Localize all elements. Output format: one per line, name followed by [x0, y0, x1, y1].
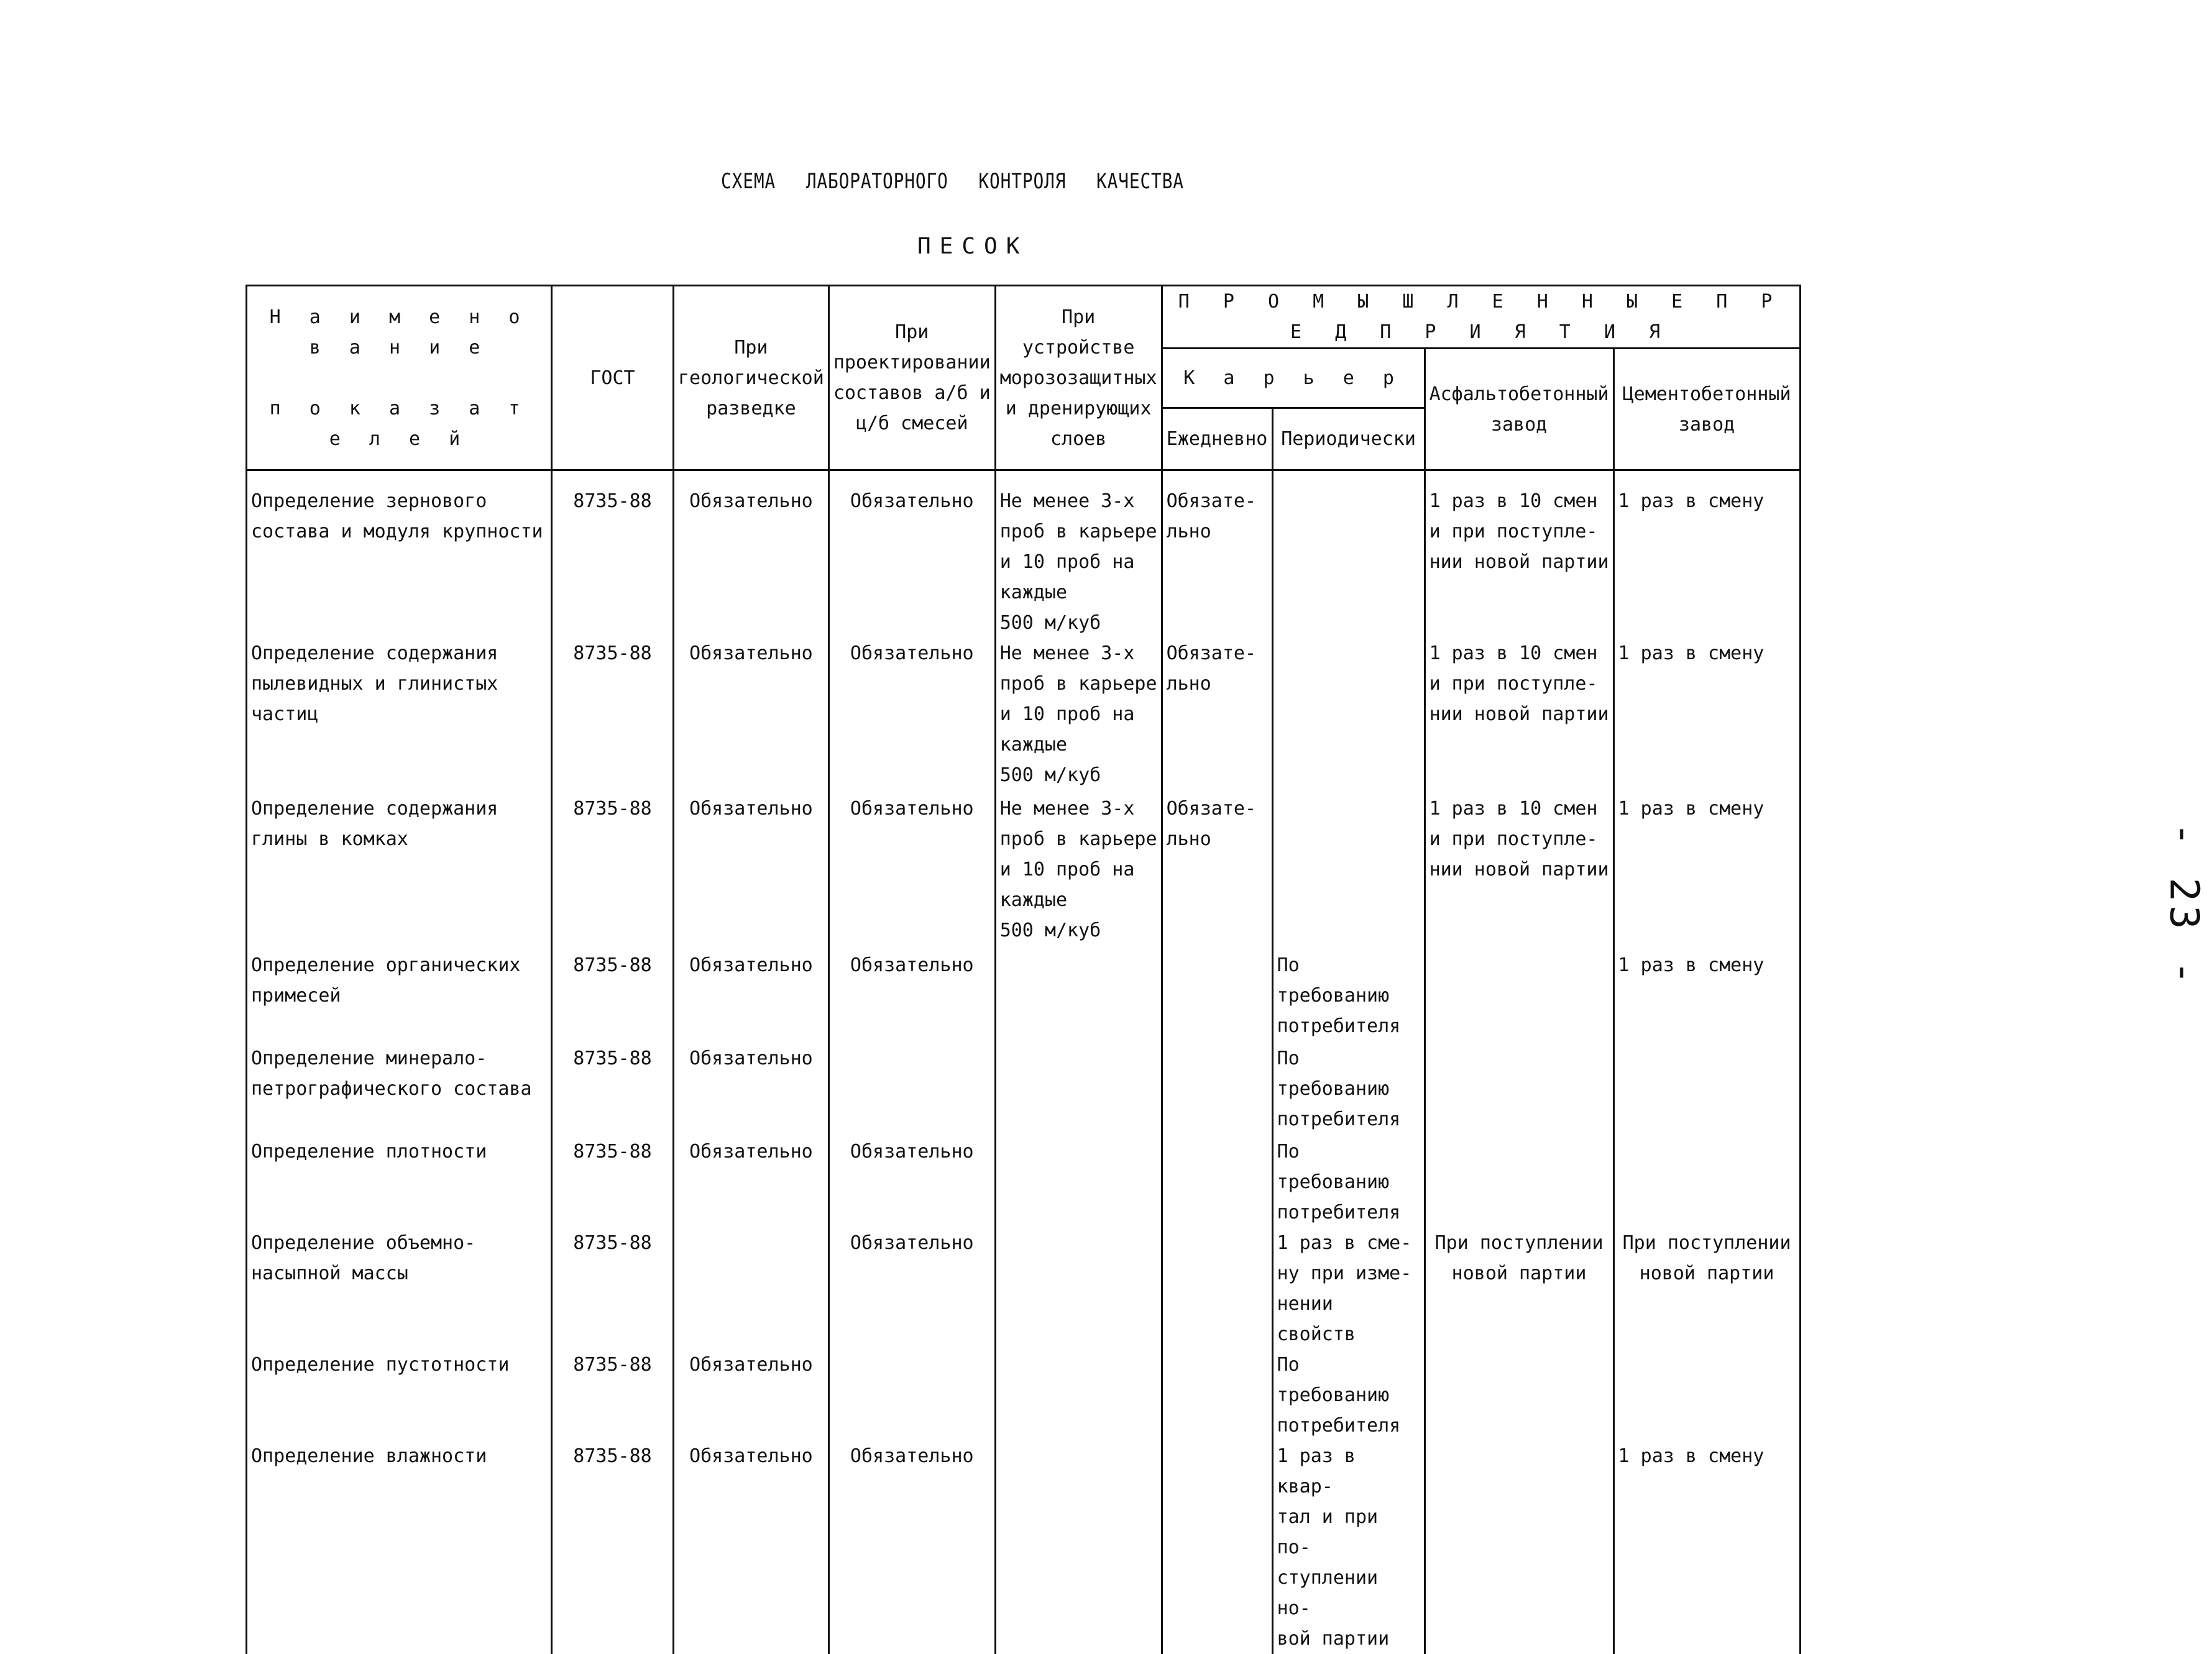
cell-name: Определение зернового состава и модуля крупности	[247, 470, 552, 639]
cell-design: Обязательно	[828, 1228, 995, 1350]
cell-name: Определение плотности	[247, 1136, 552, 1228]
cell-periodic: По требованию потребителя	[1272, 1350, 1425, 1441]
document-title: СХЕМА ЛАБОРАТОРНОГО КОНТРОЛЯ КАЧЕСТВА	[721, 169, 1184, 194]
cell-name: Определение органических примесей	[247, 950, 552, 1043]
cell-daily	[1162, 1228, 1272, 1350]
cell-cement: 1 раз в смену	[1613, 470, 1800, 639]
cell-daily	[1162, 1136, 1272, 1228]
cell-design: Обязательно	[828, 638, 995, 793]
cell-periodic: По требованию потребителя	[1272, 1043, 1425, 1136]
cell-gost: 8735-88	[552, 1441, 674, 1654]
cell-design: Обязательно	[828, 1136, 995, 1228]
table-row	[247, 1043, 1801, 1136]
cell-gost: 8735-88	[552, 470, 674, 639]
cell-gost: 8735-88	[552, 950, 674, 1043]
cell-gost: 8735-88	[552, 1350, 674, 1441]
table-row	[247, 1228, 1801, 1350]
header-asphalt: Асфальтобетонный завод	[1425, 349, 1613, 470]
cell-daily: Обязате- льно	[1162, 793, 1272, 950]
table-row	[247, 638, 1801, 793]
cell-frost: Не менее 3-х проб в карьере и 10 проб на каждые 500 м/куб	[995, 638, 1162, 793]
cell-daily	[1162, 950, 1272, 1043]
cell-cement: 1 раз в смену	[1613, 1441, 1800, 1654]
cell-asphalt: 1 раз в 10 смен и при поступле- нии новой партии	[1425, 793, 1613, 950]
cell-periodic: 1 раз в квар- тал и при по- ступлении но- вой партии	[1272, 1441, 1425, 1654]
cell-design: Обязательно	[828, 1441, 995, 1654]
cell-asphalt	[1425, 1043, 1613, 1136]
cell-asphalt: 1 раз в 10 смен и при поступле- нии новой партии	[1425, 638, 1613, 793]
cell-periodic	[1272, 638, 1425, 793]
header-periodic: Периодически	[1272, 408, 1425, 470]
cell-frost	[995, 1136, 1162, 1228]
cell-geo: Обязательно	[674, 470, 829, 639]
table-row	[247, 1136, 1801, 1228]
cell-geo: Обязательно	[674, 1136, 829, 1228]
cell-asphalt	[1425, 950, 1613, 1043]
cell-geo: Обязательно	[674, 950, 829, 1043]
quality-control-table	[246, 285, 1801, 1654]
table-row	[247, 470, 1801, 639]
cell-geo: Обязательно	[674, 1441, 829, 1654]
cell-cement	[1613, 1350, 1800, 1441]
header-frost: При устройстве морозозащитных и дренирующих слоев	[995, 286, 1162, 470]
cell-cement: При поступлении новой партии	[1613, 1228, 1800, 1350]
cell-geo: Обязательно	[674, 1350, 829, 1441]
header-cement: Цементобетонный завод	[1613, 349, 1800, 470]
cell-frost	[995, 1350, 1162, 1441]
cell-asphalt	[1425, 1350, 1613, 1441]
cell-name: Определение минерало- петрографического состава	[247, 1043, 552, 1136]
cell-cement: 1 раз в смену	[1613, 950, 1800, 1043]
cell-name: Определение пустотности	[247, 1350, 552, 1441]
table-row	[247, 793, 1801, 950]
cell-gost: 8735-88	[552, 1043, 674, 1136]
header-daily: Ежедневно	[1162, 408, 1272, 470]
cell-asphalt	[1425, 1136, 1613, 1228]
cell-design: Обязательно	[828, 470, 995, 639]
header-quarry: К а р ь е р	[1162, 349, 1425, 408]
cell-design	[828, 1043, 995, 1136]
cell-daily	[1162, 1350, 1272, 1441]
cell-daily	[1162, 1043, 1272, 1136]
cell-periodic	[1272, 793, 1425, 950]
cell-gost: 8735-88	[552, 1136, 674, 1228]
cell-design: Обязательно	[828, 950, 995, 1043]
cell-frost: Не менее 3-х проб в карьере и 10 проб на каждые 500 м/куб	[995, 793, 1162, 950]
cell-gost: 8735-88	[552, 638, 674, 793]
cell-cement	[1613, 1136, 1800, 1228]
cell-frost	[995, 950, 1162, 1043]
table-row	[247, 1441, 1801, 1654]
header-name: Н а и м е н о в а н и е п о к а з а т е л е й	[247, 286, 552, 470]
cell-name: Определение содержания глины в комках	[247, 793, 552, 950]
cell-periodic: По требованию потребителя	[1272, 950, 1425, 1043]
cell-cement: 1 раз в смену	[1613, 638, 1800, 793]
cell-cement: 1 раз в смену	[1613, 793, 1800, 950]
header-geo: При геологической разведке	[674, 286, 829, 470]
cell-frost	[995, 1441, 1162, 1654]
cell-daily	[1162, 1441, 1272, 1654]
document-subtitle: ПЕСОК	[917, 234, 1029, 259]
cell-name: Определение содержания пылевидных и глинистых частиц	[247, 638, 552, 793]
cell-periodic: По требованию потребителя	[1272, 1136, 1425, 1228]
header-industrial: П Р О М Ы Ш Л Е Н Н Ы Е П Р Е Д П Р И Я Т И Я	[1162, 286, 1800, 349]
cell-periodic: 1 раз в сме- ну при изме- нении свойств	[1272, 1228, 1425, 1350]
cell-name: Определение влажности	[247, 1441, 552, 1654]
cell-gost: 8735-88	[552, 793, 674, 950]
cell-geo: Обязательно	[674, 793, 829, 950]
table-row	[247, 950, 1801, 1043]
header-gost: ГОСТ	[552, 286, 674, 470]
cell-periodic	[1272, 470, 1425, 639]
cell-asphalt: При поступлении новой партии	[1425, 1228, 1613, 1350]
table-row	[247, 1350, 1801, 1441]
cell-design	[828, 1350, 995, 1441]
cell-asphalt: 1 раз в 10 смен и при поступле- нии новой партии	[1425, 470, 1613, 639]
cell-geo: Обязательно	[674, 1043, 829, 1136]
cell-design: Обязательно	[828, 793, 995, 950]
cell-frost	[995, 1043, 1162, 1136]
header-design: При проектировании составов а/б и ц/б смесей	[828, 286, 995, 470]
cell-geo	[674, 1228, 829, 1350]
page-number: - 23 -	[2160, 822, 2207, 989]
cell-daily: Обязате- льно	[1162, 470, 1272, 639]
cell-asphalt	[1425, 1441, 1613, 1654]
cell-frost	[995, 1228, 1162, 1350]
cell-daily: Обязате- льно	[1162, 638, 1272, 793]
cell-name: Определение объемно- насыпной массы	[247, 1228, 552, 1350]
cell-gost: 8735-88	[552, 1228, 674, 1350]
cell-geo: Обязательно	[674, 638, 829, 793]
cell-frost: Не менее 3-х проб в карьере и 10 проб на каждые 500 м/куб	[995, 470, 1162, 639]
cell-cement	[1613, 1043, 1800, 1136]
